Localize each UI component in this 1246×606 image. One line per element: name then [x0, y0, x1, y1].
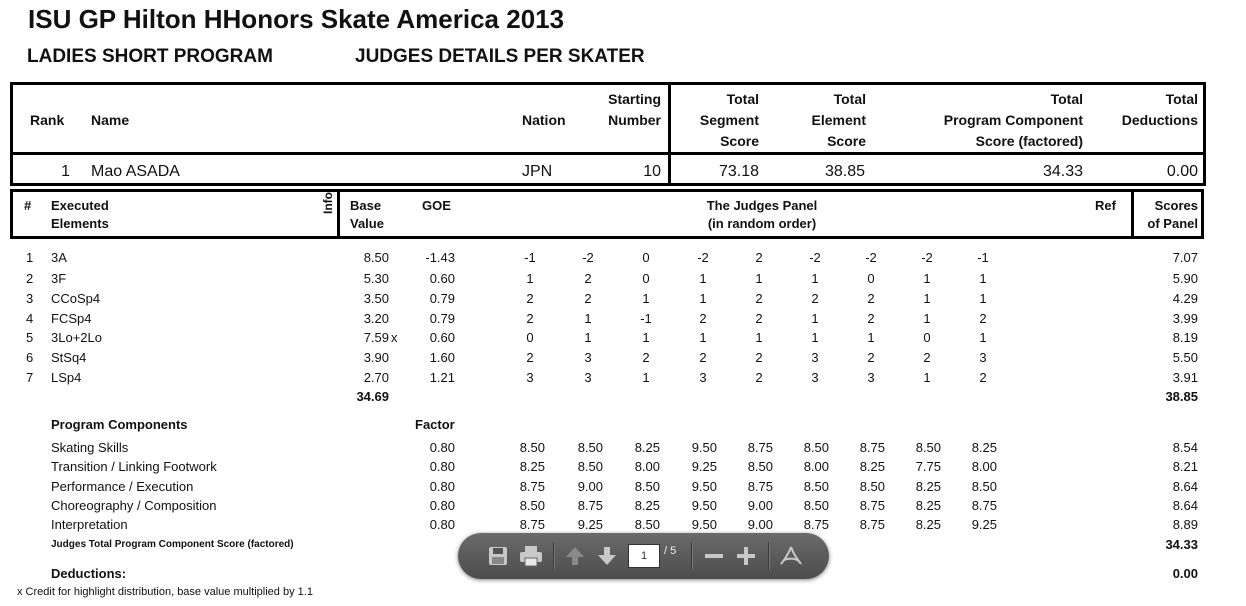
toolbar-separator — [691, 542, 693, 570]
element-judge-score: 1 — [811, 330, 819, 345]
component-factor: 0.80 — [429, 498, 455, 513]
element-judge-score: 0 — [642, 271, 650, 286]
component-name: Performance / Execution — [51, 479, 194, 494]
component-judge-score: 8.75 — [519, 479, 545, 494]
element-name: 3Lo+2Lo — [51, 330, 102, 345]
element-panel-score: 5.50 — [1172, 350, 1198, 365]
element-judge-score: -2 — [865, 250, 877, 265]
element-judge-score: 2 — [811, 291, 819, 306]
element-num: 6 — [26, 350, 34, 365]
element-goe: 1.60 — [429, 350, 455, 365]
component-judge-score: 8.50 — [634, 517, 660, 532]
element-base-value: 3.50 — [363, 291, 389, 306]
element-judge-score: -1 — [524, 250, 536, 265]
element-judge-score: 0 — [923, 330, 931, 345]
component-panel-score: 8.64 — [1172, 498, 1198, 513]
component-judge-score: 9.25 — [577, 517, 603, 532]
element-judge-score: 1 — [642, 330, 650, 345]
component-judge-score: 8.00 — [971, 459, 997, 474]
element-judge-score: 2 — [867, 311, 875, 326]
element-panel-score: 4.29 — [1172, 291, 1198, 306]
element-judge-score: 1 — [923, 370, 931, 385]
print-icon[interactable] — [514, 533, 548, 579]
element-name: 3F — [51, 271, 67, 286]
skater-rank: 1 — [61, 163, 70, 180]
element-base-value: 7.59 — [363, 330, 389, 345]
element-judge-score: 2 — [526, 291, 534, 306]
element-judge-score: 2 — [584, 291, 592, 306]
component-judge-score: 8.50 — [915, 440, 941, 455]
component-judge-score: 8.75 — [859, 517, 885, 532]
component-name: Transition / Linking Footwork — [51, 459, 217, 474]
element-judge-score: 0 — [642, 250, 650, 265]
element-num: 5 — [26, 330, 34, 345]
component-judge-score: 8.25 — [859, 459, 885, 474]
component-judge-score: 9.50 — [691, 440, 717, 455]
pcs-total-score: 34.33 — [1165, 537, 1198, 552]
report-title: JUDGES DETAILS PER SKATER — [355, 46, 645, 67]
element-judge-score: 1 — [526, 271, 534, 286]
component-judge-score: 8.75 — [859, 440, 885, 455]
element-goe: -1.43 — [425, 250, 455, 265]
element-name: LSp4 — [51, 370, 82, 385]
component-factor: 0.80 — [429, 440, 455, 455]
element-judge-score: 2 — [642, 350, 650, 365]
component-panel-score: 8.64 — [1172, 479, 1198, 494]
element-judge-score: 2 — [526, 350, 534, 365]
element-judge-score: 3 — [979, 350, 987, 365]
skater-total-element-score: 38.85 — [824, 163, 865, 180]
col-judges-panel: The Judges Panel (in random order) — [706, 198, 818, 231]
component-judge-score: 8.50 — [803, 498, 829, 513]
component-judge-score: 8.75 — [747, 479, 773, 494]
component-judge-score: 9.25 — [971, 517, 997, 532]
acrobat-icon[interactable] — [774, 533, 808, 579]
element-judge-score: 1 — [811, 311, 819, 326]
elements-header-box — [10, 189, 1204, 239]
element-num: 4 — [26, 311, 34, 326]
element-base-value: 5.30 — [363, 271, 389, 286]
component-name: Skating Skills — [51, 440, 129, 455]
element-judge-score: 3 — [811, 370, 819, 385]
component-judge-score: 8.50 — [577, 440, 603, 455]
element-base-value: 3.90 — [363, 350, 389, 365]
header-nation: Nation — [522, 112, 566, 128]
component-factor: 0.80 — [429, 459, 455, 474]
element-name: CCoSp4 — [51, 291, 101, 306]
skater-total-deductions: 0.00 — [1166, 163, 1198, 180]
elements-total-score: 38.85 — [1165, 389, 1198, 404]
element-panel-score: 3.99 — [1172, 311, 1198, 326]
component-judge-score: 8.75 — [747, 440, 773, 455]
element-judge-score: 3 — [699, 370, 707, 385]
element-judge-score: 1 — [867, 330, 875, 345]
deductions-score: 0.00 — [1172, 566, 1198, 581]
element-judge-score: 1 — [979, 291, 987, 306]
skater-total-pcs: 34.33 — [1042, 163, 1083, 180]
element-num: 3 — [26, 291, 34, 306]
element-judge-score: 2 — [755, 291, 763, 306]
element-judge-score: 2 — [867, 350, 875, 365]
element-judge-score: -2 — [582, 250, 594, 265]
element-judge-score: 3 — [867, 370, 875, 385]
component-panel-score: 8.21 — [1172, 459, 1198, 474]
zoom-out-icon[interactable] — [698, 533, 730, 579]
element-judge-score: 1 — [923, 311, 931, 326]
element-judge-score: 2 — [526, 311, 534, 326]
component-judge-score: 8.75 — [519, 517, 545, 532]
element-base-value: 2.70 — [363, 370, 389, 385]
skater-starting-number: 10 — [643, 163, 661, 180]
toolbar-separator — [553, 542, 555, 570]
component-judge-score: 9.00 — [747, 517, 773, 532]
factor-label: Factor — [415, 417, 455, 432]
col-info: Info — [321, 192, 335, 214]
component-judge-score: 8.50 — [519, 498, 545, 513]
element-judge-score: 1 — [923, 271, 931, 286]
component-panel-score: 8.54 — [1172, 440, 1198, 455]
col-base-value: Base Value — [350, 198, 384, 231]
element-judge-score: 3 — [526, 370, 534, 385]
component-judge-score: 9.00 — [747, 498, 773, 513]
element-goe: 0.60 — [429, 271, 455, 286]
component-judge-score: 7.75 — [915, 459, 941, 474]
element-judge-score: 2 — [755, 250, 763, 265]
deductions-label: Deductions: — [51, 566, 127, 581]
previous-page-icon[interactable] — [559, 533, 591, 579]
element-name: 3A — [51, 250, 67, 265]
element-goe: 0.79 — [429, 311, 455, 326]
toolbar-separator — [768, 542, 770, 570]
element-judge-score: 1 — [699, 330, 707, 345]
element-judge-score: 1 — [584, 311, 592, 326]
col-goe: GOE — [422, 198, 451, 213]
element-judge-score: -2 — [921, 250, 933, 265]
element-judge-score: -2 — [697, 250, 709, 265]
component-judge-score: 8.75 — [859, 498, 885, 513]
elements-total-base-value: 34.69 — [356, 389, 389, 404]
element-judge-score: 0 — [526, 330, 534, 345]
element-judge-score: 1 — [811, 271, 819, 286]
header-total-element-score: Total Element Score — [811, 91, 866, 149]
element-judge-score: 0 — [867, 271, 875, 286]
element-goe: 0.79 — [429, 291, 455, 306]
element-num: 7 — [26, 370, 34, 385]
component-judge-score: 8.50 — [971, 479, 997, 494]
element-judge-score: 2 — [923, 350, 931, 365]
element-judge-score: 1 — [979, 330, 987, 345]
element-judge-score: 3 — [811, 350, 819, 365]
pcs-total-label: Judges Total Program Component Score (factored) — [51, 539, 294, 550]
element-panel-score: 7.07 — [1172, 250, 1198, 265]
component-factor: 0.80 — [429, 479, 455, 494]
header-total-program-component-score: Total Program Component Score (factored) — [943, 91, 1083, 149]
col-num: # — [24, 198, 32, 213]
component-judge-score: 8.75 — [803, 517, 829, 532]
element-info: x — [391, 330, 398, 345]
element-judge-score: 2 — [979, 370, 987, 385]
col-executed-elements: Executed Elements — [51, 198, 109, 231]
component-judge-score: 8.00 — [634, 459, 660, 474]
component-judge-score: 8.00 — [803, 459, 829, 474]
pdf-viewer-toolbar — [458, 533, 829, 579]
element-judge-score: 3 — [584, 370, 592, 385]
col-ref: Ref — [1095, 198, 1116, 213]
header-name: Name — [91, 112, 130, 128]
element-judge-score: 1 — [755, 330, 763, 345]
skater-total-segment-score: 73.18 — [718, 163, 759, 180]
skater-name: Mao ASADA — [91, 163, 180, 180]
component-judge-score: 8.50 — [577, 459, 603, 474]
element-judge-score: 2 — [755, 311, 763, 326]
component-judge-score: 8.25 — [971, 440, 997, 455]
element-judge-score: 1 — [755, 271, 763, 286]
component-judge-score: 8.25 — [519, 459, 545, 474]
header-rank: Rank — [30, 112, 65, 128]
component-judge-score: 8.75 — [577, 498, 603, 513]
component-name: Interpretation — [51, 517, 128, 532]
element-judge-score: 1 — [642, 291, 650, 306]
page-number-input[interactable]: 1 — [628, 544, 660, 568]
element-judge-score: 2 — [584, 271, 592, 286]
component-judge-score: 8.25 — [634, 440, 660, 455]
element-judge-score: 2 — [699, 311, 707, 326]
element-judge-score: 2 — [755, 370, 763, 385]
component-judge-score: 8.25 — [915, 479, 941, 494]
elements-header-divider-left — [337, 189, 340, 239]
element-judge-score: 1 — [699, 271, 707, 286]
header-starting-number: Starting Number — [608, 91, 661, 128]
element-goe: 0.60 — [429, 330, 455, 345]
element-judge-score: -2 — [809, 250, 821, 265]
program-components-label: Program Components — [51, 417, 188, 432]
element-num: 2 — [26, 271, 34, 286]
element-judge-score: 2 — [867, 291, 875, 306]
component-judge-score: 8.50 — [747, 459, 773, 474]
element-panel-score: 8.19 — [1172, 330, 1198, 345]
element-base-value: 3.20 — [363, 311, 389, 326]
elements-header-divider-right — [1131, 189, 1134, 239]
document-title: ISU GP Hilton HHonors Skate America 2013 — [28, 4, 565, 34]
element-judge-score: 3 — [584, 350, 592, 365]
element-name: StSq4 — [51, 350, 87, 365]
element-judge-score: -1 — [640, 311, 652, 326]
zoom-in-icon[interactable] — [730, 533, 762, 579]
col-scores-of-panel: Scores of Panel — [1147, 198, 1198, 231]
component-judge-score: 8.50 — [634, 479, 660, 494]
segment-title: LADIES SHORT PROGRAM — [27, 46, 273, 67]
element-goe: 1.21 — [429, 370, 455, 385]
component-judge-score: 8.50 — [803, 479, 829, 494]
component-judge-score: 8.25 — [915, 517, 941, 532]
component-judge-score: 8.25 — [634, 498, 660, 513]
element-base-value: 8.50 — [363, 250, 389, 265]
element-panel-score: 5.90 — [1172, 271, 1198, 286]
element-judge-score: 2 — [699, 350, 707, 365]
component-judge-score: 8.25 — [915, 498, 941, 513]
summary-divider — [10, 152, 1206, 155]
footnote: x Credit for highlight distribution, base value multiplied by 1.1 — [17, 586, 313, 598]
element-judge-score: 2 — [755, 350, 763, 365]
element-judge-score: 1 — [699, 291, 707, 306]
component-judge-score: 9.50 — [691, 517, 717, 532]
element-name: FCSp4 — [51, 311, 92, 326]
element-judge-score: 1 — [642, 370, 650, 385]
header-total-deductions: Total Deductions — [1121, 91, 1198, 128]
element-judge-score: -1 — [977, 250, 989, 265]
element-panel-score: 3.91 — [1172, 370, 1198, 385]
component-judge-score: 8.75 — [971, 498, 997, 513]
component-judge-score: 9.50 — [691, 498, 717, 513]
skater-nation: JPN — [522, 163, 553, 180]
element-num: 1 — [26, 250, 34, 265]
component-judge-score: 8.50 — [803, 440, 829, 455]
component-judge-score: 8.50 — [519, 440, 545, 455]
component-factor: 0.80 — [429, 517, 455, 532]
element-judge-score: 2 — [979, 311, 987, 326]
component-panel-score: 8.89 — [1172, 517, 1198, 532]
save-icon[interactable] — [482, 533, 514, 579]
element-judge-score: 1 — [979, 271, 987, 286]
component-judge-score: 8.50 — [859, 479, 885, 494]
component-judge-score: 9.25 — [691, 459, 717, 474]
page-total: / 5 — [664, 545, 677, 557]
element-judge-score: 1 — [923, 291, 931, 306]
element-judge-score: 1 — [584, 330, 592, 345]
component-name: Choreography / Composition — [51, 498, 217, 513]
component-judge-score: 9.50 — [691, 479, 717, 494]
component-judge-score: 9.00 — [577, 479, 603, 494]
header-total-segment-score: Total Segment Score — [699, 91, 759, 149]
next-page-icon[interactable] — [591, 533, 623, 579]
